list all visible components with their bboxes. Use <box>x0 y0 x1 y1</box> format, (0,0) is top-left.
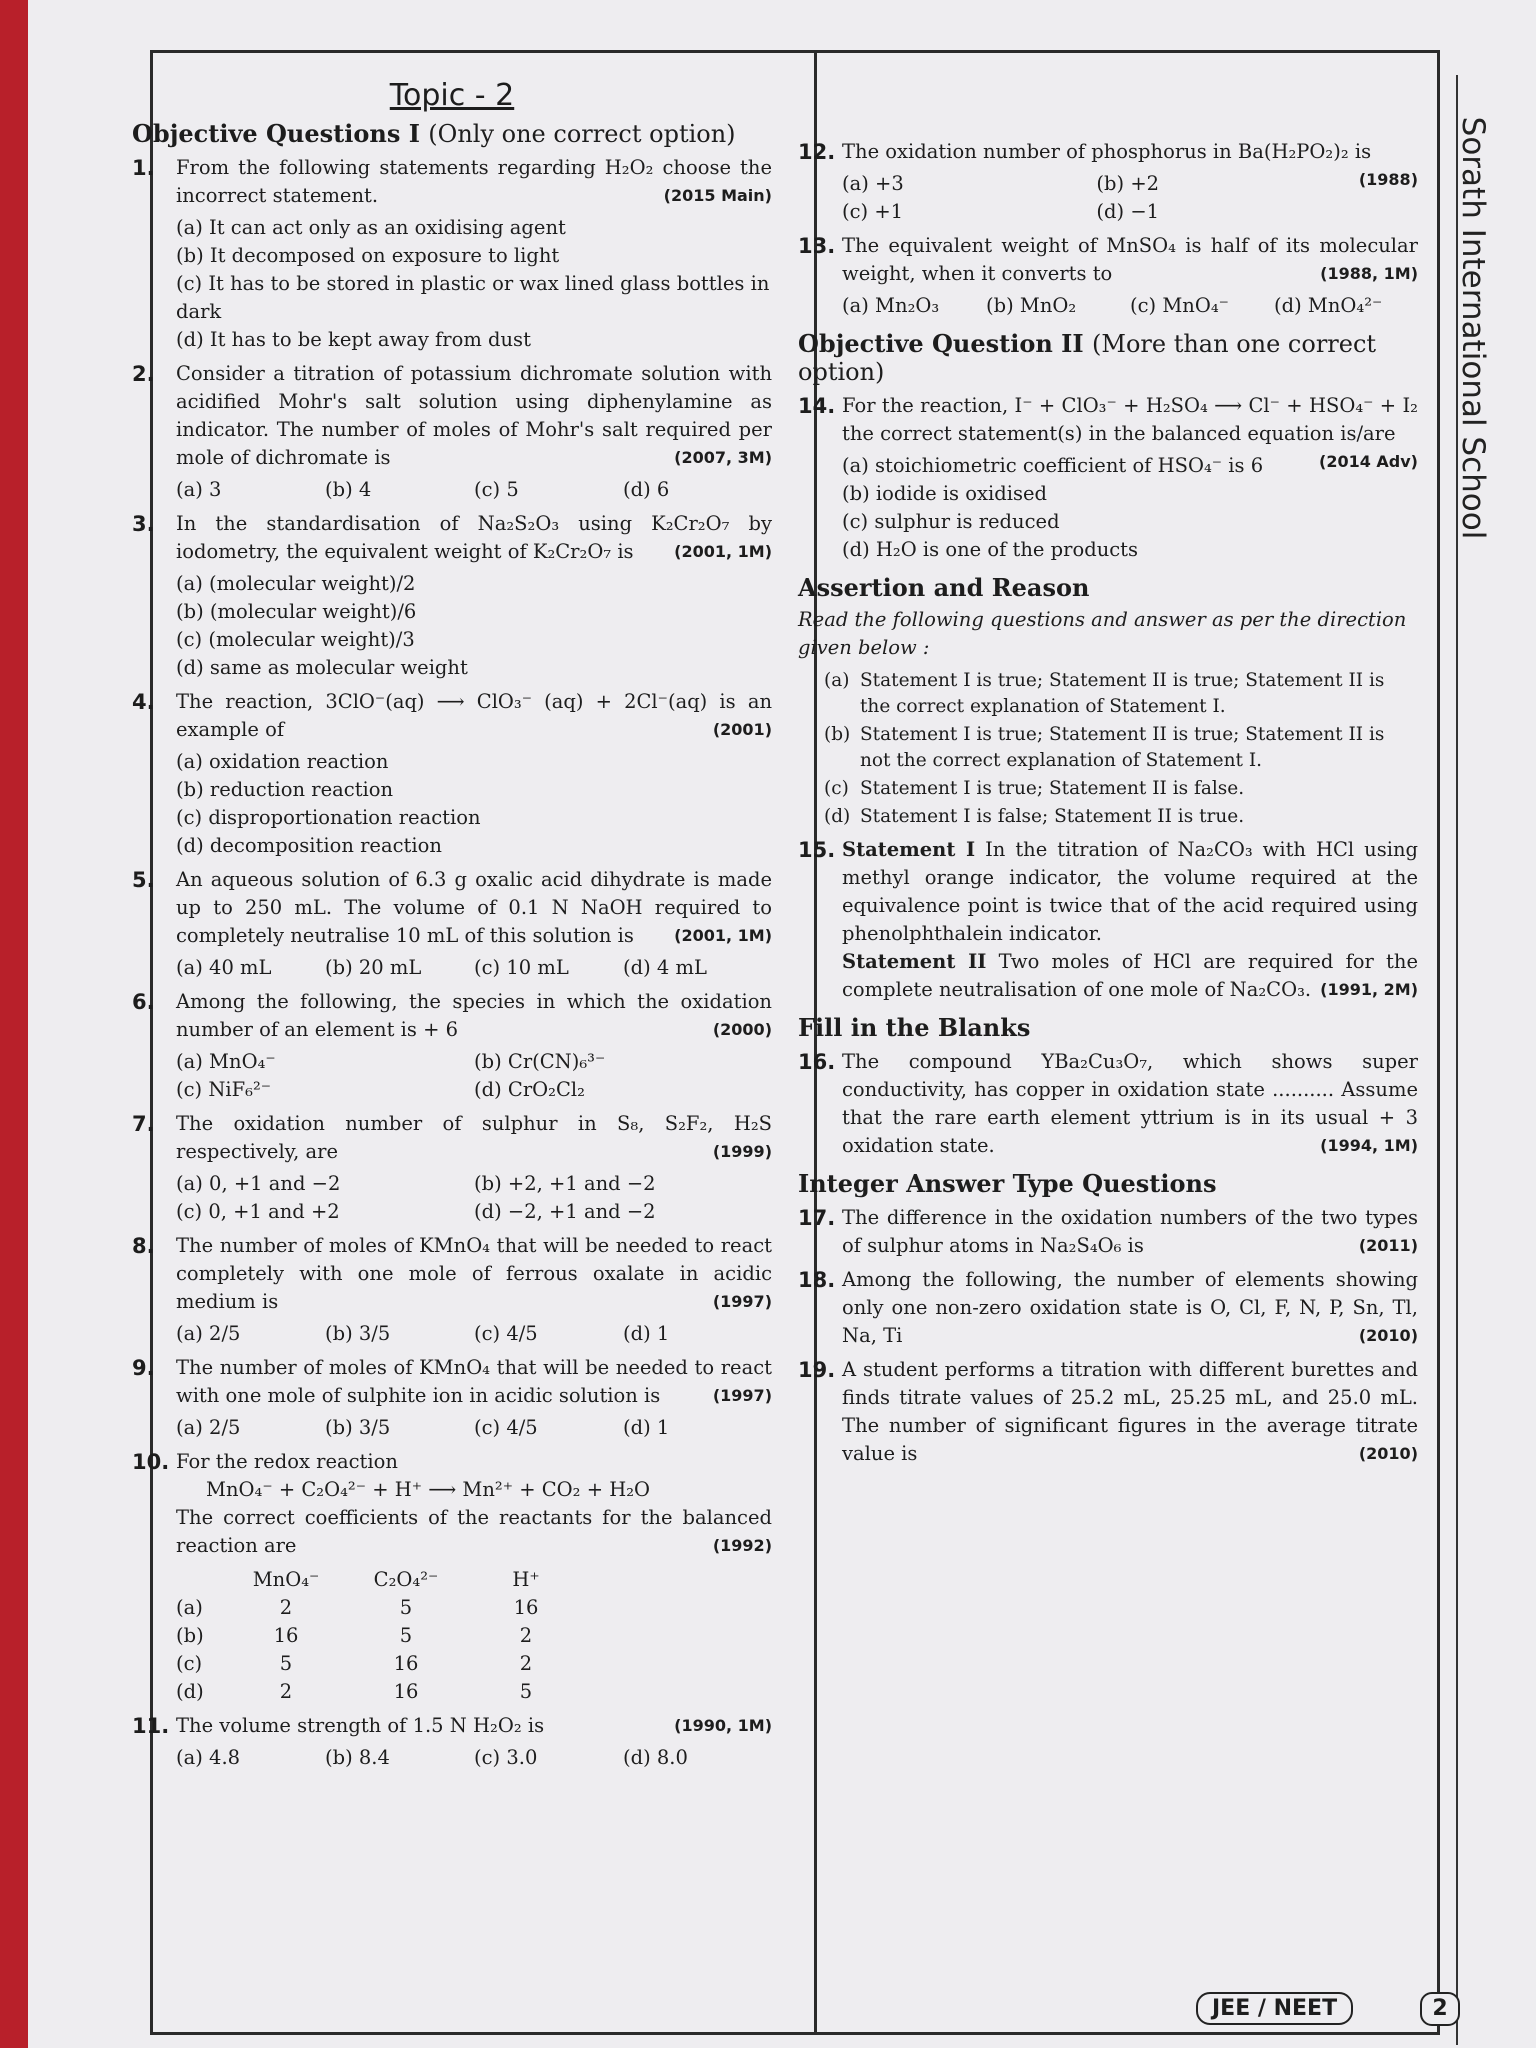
options-5 <box>132 954 772 982</box>
question-11 <box>132 1712 772 1740</box>
question-year: (2000) <box>712 1020 772 1039</box>
question-number: 11. <box>132 1714 170 1738</box>
options-1 <box>132 214 772 354</box>
option: (a) 3 <box>176 478 222 501</box>
question-year: (1997) <box>712 1292 772 1311</box>
option: (c) 5 <box>474 478 519 501</box>
redox-equation: MnO₄⁻ + C₂O₄²⁻ + H⁺ ⟶ Mn²⁺ + CO₂ + H₂O <box>206 1478 651 1501</box>
question-13 <box>798 232 1418 288</box>
direction-text: Read the following questions and answer as per the direction given below : <box>798 608 1407 659</box>
coefficient-table <box>132 1566 772 1706</box>
question-text: The number of moles of KMnO₄ that will be needed to react completely with one mole of ferrous oxalate in acidic medium is <box>176 1234 772 1313</box>
option: (d) 1 <box>623 1322 670 1345</box>
table-cell: 5 <box>519 1680 533 1703</box>
question-number: 2. <box>132 362 155 386</box>
school-name: Sorath International School <box>1455 116 1491 540</box>
options-2 <box>132 476 772 504</box>
statement-1: In the titration of Na₂CO₃ with HCl using methyl orange indicator, the volume required at the equivalence point is twice that of the acid required using phenolphthalein indicator. <box>842 838 1418 945</box>
question-text: For the redox reaction <box>176 1450 398 1473</box>
question-text: In the standardisation of Na₂S₂O₃ using K₂Cr₂O₇ by iodometry, the equivalent weight of K₂Cr₂O₇ is <box>176 512 772 563</box>
table-header: MnO₄⁻ <box>252 1568 320 1591</box>
option: (a) It can act only as an oxidising agent <box>176 216 566 239</box>
question-number: 19. <box>798 1358 836 1382</box>
options-8 <box>132 1320 772 1348</box>
key-label: (d) <box>824 806 851 827</box>
key-label: (a) <box>824 670 850 691</box>
table-row <box>176 1650 586 1678</box>
question-year: (1999) <box>712 1142 772 1161</box>
question-text: The reaction, 3ClO⁻(aq) ⟶ ClO₃⁻ (aq) + 2Cl⁻(aq) is an example of <box>176 690 772 741</box>
option: (d) decomposition reaction <box>176 834 442 857</box>
question-number: 17. <box>798 1206 836 1230</box>
question-year: (1988) <box>1358 170 1418 189</box>
table-cell: 16 <box>393 1652 419 1675</box>
section-objective-2 <box>798 330 1418 386</box>
question-text: An aqueous solution of 6.3 g oxalic acid dihydrate is made up to 250 mL. The volume of 0.1 N NaOH required to completely neutralise 10 mL of this solution is <box>176 868 772 947</box>
question-number: 5. <box>132 868 155 892</box>
question-year: (2001, 1M) <box>674 542 772 561</box>
question-number: 18. <box>798 1268 836 1292</box>
question-year: (1994, 1M) <box>1320 1136 1418 1155</box>
table-cell: 5 <box>399 1624 413 1647</box>
question-text-continued: The correct coefficients of the reactants for the balanced reaction are <box>176 1506 772 1557</box>
table-row <box>176 1594 586 1622</box>
table-cell: 2 <box>519 1652 533 1675</box>
option: (b) +2 <box>1096 172 1160 195</box>
question-text: Consider a titration of potassium dichromate solution with acidified Mohr's salt solution using diphenylamine as indicator. The number of moles of Mohr's salt required per mole of dichromate is <box>176 362 772 469</box>
table-cell: 16 <box>393 1680 419 1703</box>
table-cell: 5 <box>279 1652 293 1675</box>
option: (c) disproportionation reaction <box>176 806 481 829</box>
question-17 <box>798 1204 1418 1260</box>
option: (b) It decomposed on exposure to light <box>176 244 560 267</box>
option: (b) 20 mL <box>325 956 422 979</box>
option: (b) Cr(CN)₆³⁻ <box>474 1050 606 1073</box>
question-2 <box>132 360 772 472</box>
question-number: 6. <box>132 990 155 1014</box>
question-year: (1997) <box>712 1386 772 1405</box>
option: (c) 4/5 <box>474 1416 538 1439</box>
option: (a) oxidation reaction <box>176 750 389 773</box>
option: (c) MnO₄⁻ <box>1130 294 1229 317</box>
question-number: 3. <box>132 512 155 536</box>
option: (c) 0, +1 and +2 <box>176 1200 340 1223</box>
option: (c) NiF₆²⁻ <box>176 1078 272 1101</box>
question-3 <box>132 510 772 566</box>
question-number: 12. <box>798 140 836 164</box>
options-9 <box>132 1414 772 1442</box>
option: (c) 4/5 <box>474 1322 538 1345</box>
option: (c) +1 <box>842 200 904 223</box>
answer-key <box>798 776 1418 802</box>
option: (a) Mn₂O₃ <box>842 294 940 317</box>
section-subtitle: (Only one correct option) <box>428 120 736 148</box>
question-text: For the reaction, I⁻ + ClO₃⁻ + H₂SO₄ ⟶ Cl⁻ + HSO₄⁻ + I₂ the correct statement(s) in the balanced equation is/are <box>842 394 1418 445</box>
table-cell: (c) <box>176 1652 203 1675</box>
table-header: H⁺ <box>512 1568 540 1591</box>
question-number: 16. <box>798 1050 836 1074</box>
section-objective-1 <box>132 120 772 148</box>
question-number: 14. <box>798 394 836 418</box>
question-number: 10. <box>132 1450 170 1474</box>
options-11 <box>132 1744 772 1772</box>
table-cell: 16 <box>513 1596 539 1619</box>
question-8 <box>132 1232 772 1316</box>
question-16 <box>798 1048 1418 1160</box>
question-text: The difference in the oxidation numbers of the two types of sulphur atoms in Na₂S₄O₆ is <box>842 1206 1418 1257</box>
table-row <box>176 1622 586 1650</box>
section-fill-blanks: Fill in the Blanks <box>798 1013 1031 1042</box>
table-cell: (a) <box>176 1596 203 1619</box>
option: (d) 6 <box>623 478 670 501</box>
key-text: Statement I is false; Statement II is true. <box>860 806 1245 827</box>
option: (a) (molecular weight)/2 <box>176 572 416 595</box>
table-cell: 2 <box>519 1624 533 1647</box>
options-12 <box>798 170 1351 226</box>
key-label: (b) <box>824 724 851 745</box>
question-year: (2010) <box>1358 1326 1418 1345</box>
answer-key <box>798 804 1418 830</box>
option: (d) It has to be kept away from dust <box>176 328 531 351</box>
option: (c) 3.0 <box>474 1746 538 1769</box>
question-text: Among the following, the number of elements showing only one non-zero oxidation state is O, Cl, F, N, P, Sn, Tl, Na, Ti <box>842 1268 1418 1347</box>
question-year: (2001, 1M) <box>674 926 772 945</box>
table-cell: (b) <box>176 1624 204 1647</box>
option: (a) 2/5 <box>176 1322 241 1345</box>
answer-key <box>798 722 1418 774</box>
question-18 <box>798 1266 1418 1350</box>
table-cell: 2 <box>279 1596 293 1619</box>
key-text: Statement I is true; Statement II is false. <box>860 778 1245 799</box>
option: (c) (molecular weight)/3 <box>176 628 415 651</box>
topic-heading: Topic - 2 <box>389 78 515 113</box>
option: (d) CrO₂Cl₂ <box>474 1078 585 1101</box>
question-19 <box>798 1356 1418 1468</box>
section-title: Objective Questions I <box>132 119 420 148</box>
option: (d) 4 mL <box>623 956 707 979</box>
table-cell: 2 <box>279 1680 293 1703</box>
question-number: 8. <box>132 1234 155 1258</box>
question-5 <box>132 866 772 950</box>
section-subtitle: (More than one correct option) <box>798 330 1377 386</box>
option: (b) 4 <box>325 478 372 501</box>
question-number: 1. <box>132 156 155 180</box>
question-text: From the following statements regarding H₂O₂ choose the incorrect statement. <box>176 156 772 207</box>
key-text: Statement I is true; Statement II is true; Statement II is not the correct explanation of Statement I. <box>860 724 1385 771</box>
question-text: The equivalent weight of MnSO₄ is half of its molecular weight, when it converts to <box>842 234 1418 285</box>
question-text: The volume strength of 1.5 N H₂O₂ is <box>176 1714 545 1737</box>
options-3 <box>132 570 772 682</box>
key-label: (c) <box>824 778 849 799</box>
question-9 <box>132 1354 772 1410</box>
option: (b) 8.4 <box>325 1746 390 1769</box>
option: (d) H₂O is one of the products <box>842 538 1139 561</box>
question-year: (2010) <box>1358 1444 1418 1463</box>
right-column <box>798 132 1418 1472</box>
statement-2-label: Statement II <box>842 950 987 973</box>
option: (d) MnO₄²⁻ <box>1274 294 1383 317</box>
key-text: Statement I is true; Statement II is true; Statement II is the correct explanation of Statement I. <box>860 670 1385 717</box>
option: (a) 0, +1 and −2 <box>176 1172 341 1195</box>
option: (d) −1 <box>1096 200 1160 223</box>
question-text: The oxidation number of sulphur in S₈, S₂F₂, H₂S respectively, are <box>176 1112 772 1163</box>
question-number: 15. <box>798 838 836 862</box>
statement-1-label: Statement I <box>842 838 976 861</box>
statement-2: Two moles of HCl are required for the complete neutralisation of one mole of Na₂CO₃. <box>842 950 1418 1001</box>
option: (b) MnO₂ <box>986 294 1077 317</box>
option: (d) 1 <box>623 1416 670 1439</box>
option: (a) stoichiometric coefficient of HSO₄⁻ is 6 <box>842 454 1264 477</box>
option: (b) 3/5 <box>325 1322 391 1345</box>
option: (a) 2/5 <box>176 1416 241 1439</box>
question-text: Among the following, the species in which the oxidation number of an element is + 6 <box>176 990 772 1041</box>
option: (b) (molecular weight)/6 <box>176 600 417 623</box>
question-10 <box>132 1448 772 1560</box>
options-4 <box>132 748 772 860</box>
question-year: (1992) <box>712 1536 772 1555</box>
option: (b) iodide is oxidised <box>842 482 1047 505</box>
question-text: A student performs a titration with different burettes and finds titrate values of 25.2 mL, 25.25 mL, and 25.0 mL. The number of significant figures in the average titrate value is <box>842 1358 1418 1465</box>
question-15 <box>798 836 1418 1004</box>
exam-label: JEE / NEET <box>1196 1992 1353 2025</box>
option: (a) 40 mL <box>176 956 272 979</box>
question-number: 9. <box>132 1356 155 1380</box>
question-7 <box>132 1110 772 1166</box>
option: (b) reduction reaction <box>176 778 394 801</box>
table-cell: 16 <box>273 1624 299 1647</box>
question-number: 7. <box>132 1112 155 1136</box>
question-year: (2014 Adv) <box>1319 452 1418 471</box>
question-year: (2001) <box>712 720 772 739</box>
question-year: (2011) <box>1358 1236 1418 1255</box>
option: (a) +3 <box>842 172 904 195</box>
question-year: (1988, 1M) <box>1320 264 1418 283</box>
section-title: Objective Question II <box>798 329 1084 358</box>
options-6 <box>132 1048 772 1104</box>
question-text: The compound YBa₂Cu₃O₇, which shows super conductivity, has copper in oxidation state .......... Assume that the rare earth element yttrium is in its usual + 3 oxidation state. <box>842 1050 1418 1157</box>
option: (b) +2, +1 and −2 <box>474 1172 656 1195</box>
option: (a) MnO₄⁻ <box>176 1050 276 1073</box>
question-1 <box>132 154 772 210</box>
table-header-row <box>176 1566 586 1594</box>
table-cell: (d) <box>176 1680 204 1703</box>
options-7 <box>132 1170 772 1226</box>
question-text: The oxidation number of phosphorus in Ba(H₂PO₂)₂ is <box>842 140 1372 163</box>
options-13 <box>798 292 1418 320</box>
option: (c) 10 mL <box>474 956 569 979</box>
option: (d) same as molecular weight <box>176 656 468 679</box>
question-year: (1990, 1M) <box>674 1716 772 1735</box>
table-cell: 5 <box>399 1596 413 1619</box>
table-row <box>176 1678 586 1706</box>
question-number: 13. <box>798 234 836 258</box>
option: (c) It has to be stored in plastic or wax lined glass bottles in dark <box>176 272 770 323</box>
option: (d) 8.0 <box>623 1746 688 1769</box>
question-4 <box>132 688 772 744</box>
option: (b) 3/5 <box>325 1416 391 1439</box>
option: (d) −2, +1 and −2 <box>474 1200 656 1223</box>
option: (c) sulphur is reduced <box>842 510 1060 533</box>
table-header: C₂O₄²⁻ <box>373 1568 439 1591</box>
answer-key <box>798 668 1418 720</box>
question-year: (1991, 2M) <box>1320 980 1418 999</box>
section-assertion-reason: Assertion and Reason <box>798 573 1090 602</box>
question-text: The number of moles of KMnO₄ that will be needed to react with one mole of sulphite ion in acidic solution is <box>176 1356 772 1407</box>
option: (a) 4.8 <box>176 1746 241 1769</box>
question-6 <box>132 988 772 1044</box>
page-number: 2 <box>1420 1992 1460 2026</box>
question-year: (2007, 3M) <box>674 448 772 467</box>
left-column <box>132 78 772 1772</box>
question-number: 4. <box>132 690 155 714</box>
question-year: (2015 Main) <box>663 186 772 205</box>
section-integer: Integer Answer Type Questions <box>798 1169 1217 1198</box>
